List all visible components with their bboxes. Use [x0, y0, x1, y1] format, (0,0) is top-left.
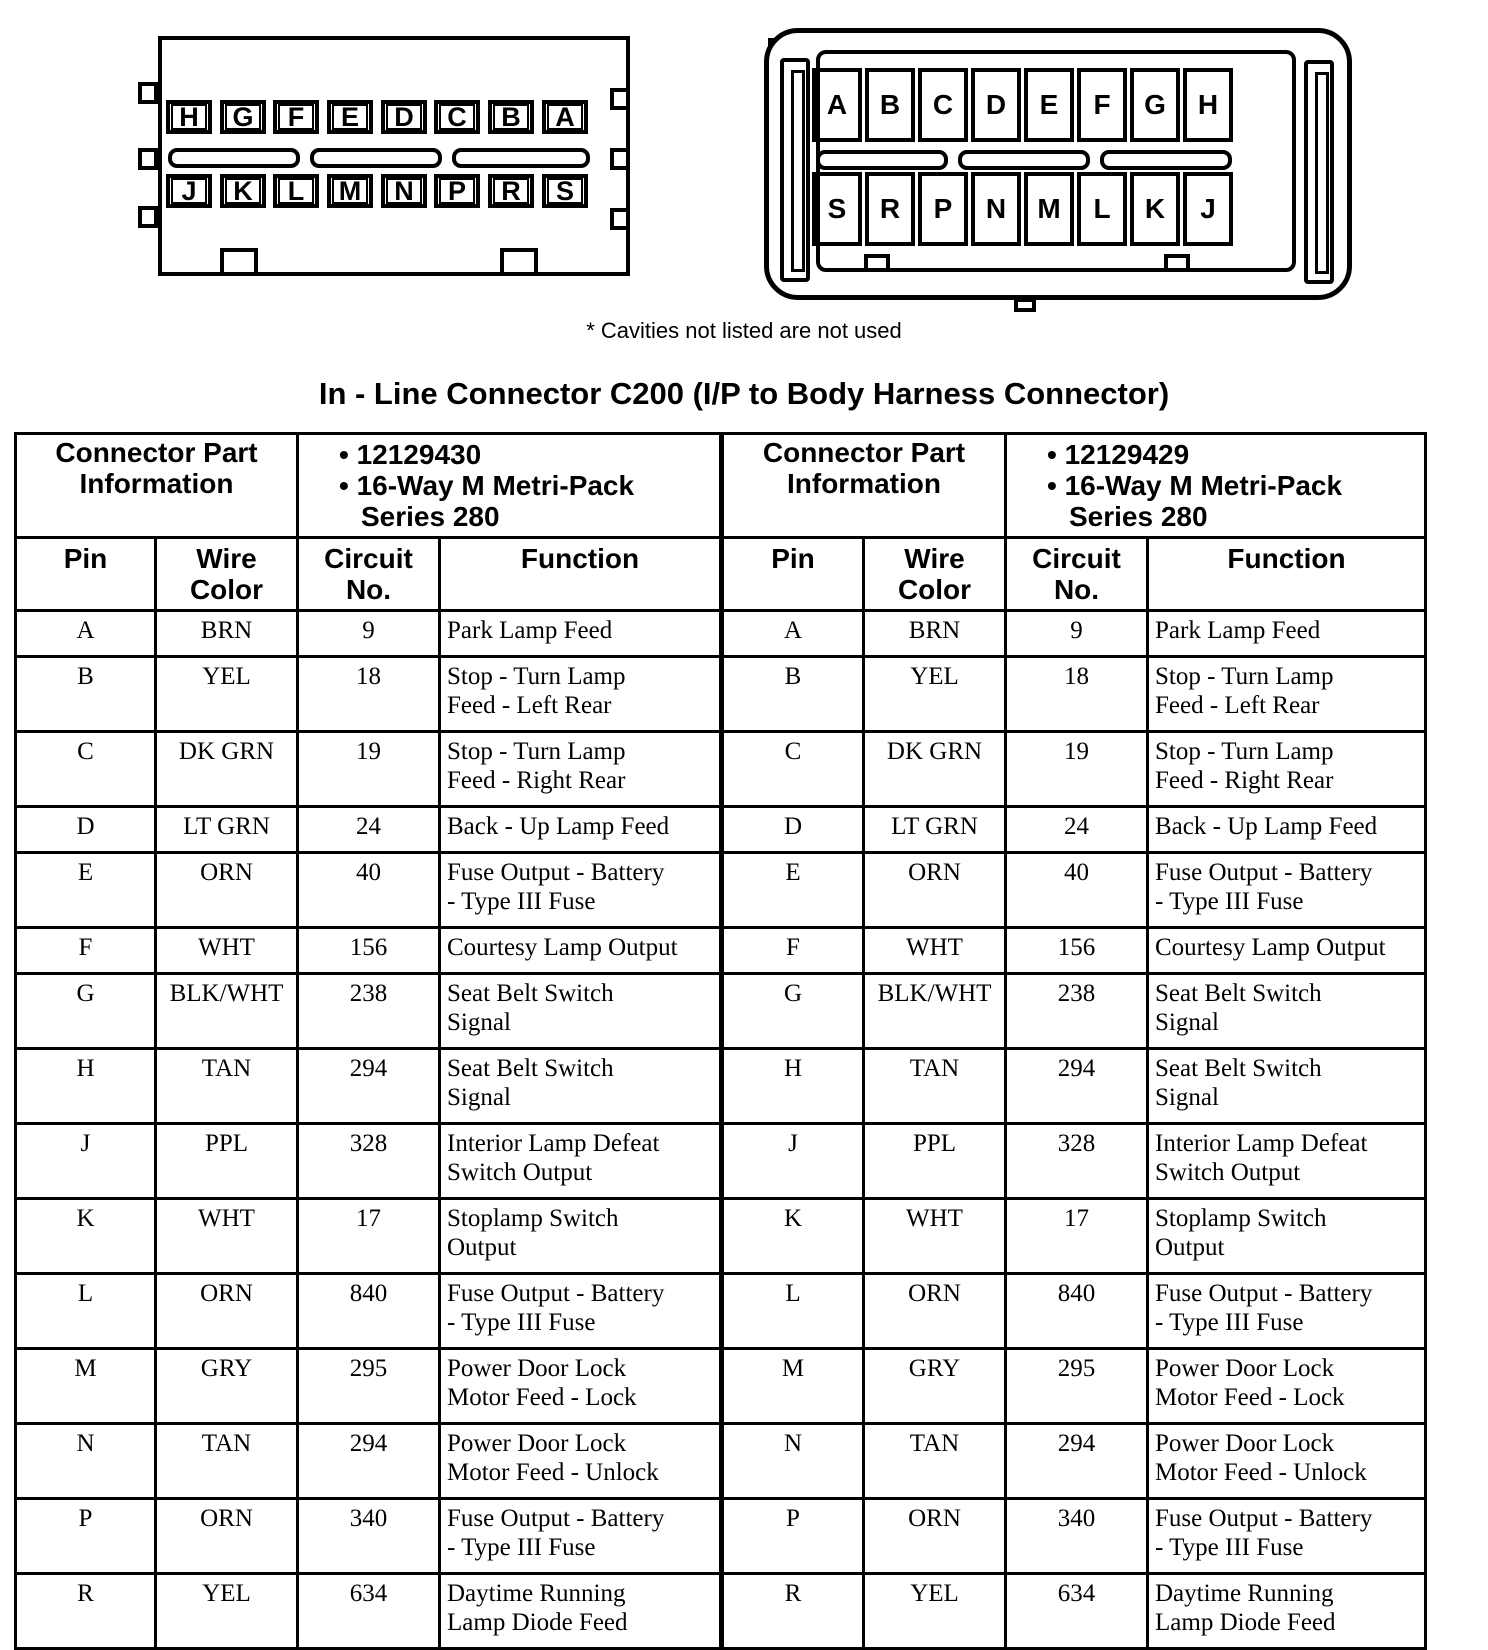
pin-cell: K [722, 1199, 864, 1274]
wire-color-cell: YEL [864, 1574, 1006, 1649]
wire-color-cell: BLK/WHT [156, 974, 298, 1049]
function-line-1: Seat Belt Switch [447, 980, 614, 1007]
left-cavity: P [434, 174, 480, 208]
table-row [16, 1349, 1426, 1424]
pin-cell: E [722, 853, 864, 928]
page-title: In - Line Connector C200 (I/P to Body Harness Connector) [318, 376, 1170, 411]
wire-color-cell: TAN [864, 1424, 1006, 1499]
function-line-1: Fuse Output - Battery [447, 1280, 665, 1307]
table-row [16, 1199, 1426, 1274]
table-row [16, 1274, 1426, 1349]
left-connector-side-tab [138, 206, 158, 228]
circuit-cell: 40 [1006, 853, 1148, 928]
left-connector-bottom-tab-2 [500, 248, 538, 276]
wire-color-cell: YEL [156, 657, 298, 732]
circuit-cell: 634 [298, 1574, 440, 1649]
wire-color-cell: ORN [864, 1274, 1006, 1349]
function-cell [440, 1349, 722, 1424]
right-cavity: L [1077, 172, 1127, 246]
function-line-2: - Type III Fuse [1155, 1309, 1304, 1336]
function-line-2: Feed - Right Rear [1155, 767, 1334, 794]
function-line-1: Park Lamp Feed [447, 617, 613, 644]
function-line-1: Power Door Lock [447, 1430, 627, 1457]
pin-cell: M [16, 1349, 156, 1424]
right-cavity: G [1130, 68, 1180, 142]
right-info-label: Connector Part Information [722, 434, 1006, 538]
circuit-cell: 328 [1006, 1124, 1148, 1199]
function-cell [1148, 1199, 1426, 1274]
right-connector-right-rail [1304, 60, 1334, 284]
function-line-1: Power Door Lock [447, 1355, 627, 1382]
wire-color-cell: ORN [864, 853, 1006, 928]
wire-color-cell: BRN [864, 611, 1006, 657]
col-header-circuit: Circuit No. [298, 538, 440, 611]
wire-color-cell: WHT [156, 1199, 298, 1274]
circuit-cell: 9 [298, 611, 440, 657]
wire-color-cell: TAN [864, 1049, 1006, 1124]
function-line-2: Feed - Right Rear [447, 767, 626, 794]
function-cell [440, 1274, 722, 1349]
function-line-1: Park Lamp Feed [1155, 617, 1321, 644]
right-cavity: B [865, 68, 915, 142]
col-header-function: Function [440, 538, 722, 611]
wire-color-cell: YEL [156, 1574, 298, 1649]
left-connector-side-tab [610, 208, 630, 230]
function-cell [1148, 657, 1426, 732]
function-line-1: Courtesy Lamp Output [447, 934, 678, 961]
pin-cell: N [722, 1424, 864, 1499]
circuit-cell: 294 [1006, 1049, 1148, 1124]
left-connector-side-tab [610, 148, 630, 170]
pin-cell: D [722, 807, 864, 853]
right-cavity: N [971, 172, 1021, 246]
pinout-table [14, 432, 1427, 1650]
left-connector-slot [452, 148, 590, 168]
pin-cell: G [722, 974, 864, 1049]
function-cell [1148, 1499, 1426, 1574]
pin-rows [16, 611, 1426, 1649]
left-cavity: B [488, 100, 534, 134]
function-line-1: Back - Up Lamp Feed [447, 813, 670, 840]
function-cell [1148, 1274, 1426, 1349]
wire-color-cell: GRY [864, 1349, 1006, 1424]
function-cell [1148, 807, 1426, 853]
function-line-2: Signal [1155, 1009, 1219, 1036]
right-part-info: • 12129429 • 16-Way M Metri-Pack Series 280 [1006, 434, 1426, 538]
circuit-cell: 19 [1006, 732, 1148, 807]
function-line-1: Power Door Lock [1155, 1430, 1335, 1457]
col-header-pin: Pin [722, 538, 864, 611]
right-connector-diagram [764, 14, 1360, 314]
function-cell [440, 807, 722, 853]
left-cavity: G [220, 100, 266, 134]
wire-color-cell: TAN [156, 1424, 298, 1499]
right-cavity: S [812, 172, 862, 246]
function-cell [1148, 853, 1426, 928]
table-row [16, 1124, 1426, 1199]
function-line-2: Output [1155, 1234, 1225, 1261]
pin-cell: R [16, 1574, 156, 1649]
function-cell [1148, 1124, 1426, 1199]
left-connector-diagram [138, 22, 644, 284]
function-line-1: Interior Lamp Defeat [447, 1130, 660, 1157]
wire-color-cell: ORN [864, 1499, 1006, 1574]
function-line-1: Fuse Output - Battery [1155, 1280, 1373, 1307]
column-header-row [16, 538, 1426, 611]
function-line-2: Feed - Left Rear [1155, 692, 1320, 719]
right-cavity: M [1024, 172, 1074, 246]
function-cell [440, 1574, 722, 1649]
left-cavity: L [273, 174, 319, 208]
circuit-cell: 294 [298, 1049, 440, 1124]
table-row [16, 1424, 1426, 1499]
function-line-2: - Type III Fuse [447, 1534, 596, 1561]
function-cell [1148, 1424, 1426, 1499]
col-header-function: Function [1148, 538, 1426, 611]
left-cavity: H [166, 100, 212, 134]
function-cell [440, 1199, 722, 1274]
function-line-2: - Type III Fuse [447, 888, 596, 915]
function-cell [440, 1049, 722, 1124]
right-cavity: J [1183, 172, 1233, 246]
function-line-2: Lamp Diode Feed [1155, 1609, 1336, 1636]
circuit-cell: 340 [298, 1499, 440, 1574]
left-cavity: A [542, 100, 588, 134]
wire-color-cell: ORN [156, 1274, 298, 1349]
function-cell [440, 1499, 722, 1574]
wire-color-cell: WHT [864, 928, 1006, 974]
circuit-cell: 156 [1006, 928, 1148, 974]
left-connector-side-tab [138, 82, 158, 104]
pin-cell: L [16, 1274, 156, 1349]
circuit-cell: 18 [1006, 657, 1148, 732]
table-row [16, 853, 1426, 928]
wire-color-cell: WHT [864, 1199, 1006, 1274]
wire-color-cell: PPL [864, 1124, 1006, 1199]
function-line-2: - Type III Fuse [447, 1309, 596, 1336]
pin-cell: C [16, 732, 156, 807]
circuit-cell: 18 [298, 657, 440, 732]
circuit-cell: 238 [298, 974, 440, 1049]
function-line-2: Motor Feed - Lock [1155, 1384, 1345, 1411]
left-connector-slot [168, 148, 300, 168]
function-cell [440, 853, 722, 928]
right-connector-slot [958, 150, 1090, 170]
circuit-cell: 24 [1006, 807, 1148, 853]
function-line-1: Seat Belt Switch [1155, 1055, 1322, 1082]
function-line-2: Output [447, 1234, 517, 1261]
pin-cell: R [722, 1574, 864, 1649]
pin-cell: N [16, 1424, 156, 1499]
right-cavity: P [918, 172, 968, 246]
right-cavity: F [1077, 68, 1127, 142]
circuit-cell: 19 [298, 732, 440, 807]
function-line-1: Interior Lamp Defeat [1155, 1130, 1368, 1157]
col-header-circuit: Circuit No. [1006, 538, 1148, 611]
circuit-cell: 634 [1006, 1574, 1148, 1649]
left-connector-bottom-tab-1 [220, 248, 258, 276]
function-cell [440, 974, 722, 1049]
left-cavity: N [381, 174, 427, 208]
function-line-1: Stoplamp Switch [1155, 1205, 1327, 1232]
function-line-1: Back - Up Lamp Feed [1155, 813, 1378, 840]
right-connector-slot [816, 150, 948, 170]
circuit-cell: 156 [298, 928, 440, 974]
right-cavity: C [918, 68, 968, 142]
col-header-pin: Pin [16, 538, 156, 611]
function-cell [440, 657, 722, 732]
pin-cell: A [16, 611, 156, 657]
pin-cell: D [16, 807, 156, 853]
function-line-2: - Type III Fuse [1155, 1534, 1304, 1561]
function-line-2: Switch Output [1155, 1159, 1301, 1186]
circuit-cell: 294 [1006, 1424, 1148, 1499]
left-cavity: K [220, 174, 266, 208]
right-connector-left-rail [780, 58, 810, 282]
function-line-1: Fuse Output - Battery [447, 1505, 665, 1532]
left-cavity: D [381, 100, 427, 134]
function-line-1: Courtesy Lamp Output [1155, 934, 1386, 961]
function-cell [1148, 974, 1426, 1049]
circuit-cell: 328 [298, 1124, 440, 1199]
wire-color-cell: LT GRN [156, 807, 298, 853]
circuit-cell: 17 [298, 1199, 440, 1274]
right-cavity: D [971, 68, 1021, 142]
function-cell [1148, 611, 1426, 657]
function-line-1: Power Door Lock [1155, 1355, 1335, 1382]
left-connector-side-tab [138, 148, 158, 170]
left-cavity: M [327, 174, 373, 208]
pin-cell: B [16, 657, 156, 732]
left-cavity: C [434, 100, 480, 134]
function-line-2: Lamp Diode Feed [447, 1609, 628, 1636]
function-cell [440, 732, 722, 807]
right-cavity: R [865, 172, 915, 246]
function-line-1: Stop - Turn Lamp [1155, 663, 1334, 690]
function-cell [1148, 1349, 1426, 1424]
function-cell [440, 928, 722, 974]
table-row [16, 1574, 1426, 1649]
table-row [16, 807, 1426, 853]
function-cell [440, 611, 722, 657]
wire-color-cell: DK GRN [156, 732, 298, 807]
table-row [16, 1049, 1426, 1124]
connector-info-row [16, 434, 1426, 538]
pin-cell: P [16, 1499, 156, 1574]
col-header-wire-color: Wire Color [156, 538, 298, 611]
function-line-1: Seat Belt Switch [1155, 980, 1322, 1007]
circuit-cell: 840 [298, 1274, 440, 1349]
wire-color-cell: LT GRN [864, 807, 1006, 853]
circuit-cell: 17 [1006, 1199, 1148, 1274]
left-cavity: R [488, 174, 534, 208]
pin-cell: F [722, 928, 864, 974]
circuit-cell: 840 [1006, 1274, 1148, 1349]
function-line-1: Stop - Turn Lamp [1155, 738, 1334, 765]
right-cavity: E [1024, 68, 1074, 142]
circuit-cell: 295 [1006, 1349, 1148, 1424]
pin-cell: J [722, 1124, 864, 1199]
function-line-1: Daytime Running [1155, 1580, 1334, 1607]
function-line-2: Feed - Left Rear [447, 692, 612, 719]
circuit-cell: 40 [298, 853, 440, 928]
table-row [16, 928, 1426, 974]
pin-cell: P [722, 1499, 864, 1574]
table-row [16, 974, 1426, 1049]
pin-cell: F [16, 928, 156, 974]
wire-color-cell: DK GRN [864, 732, 1006, 807]
wire-color-cell: BLK/WHT [864, 974, 1006, 1049]
pin-cell: K [16, 1199, 156, 1274]
circuit-cell: 340 [1006, 1499, 1148, 1574]
left-cavity: E [327, 100, 373, 134]
col-header-wire-color: Wire Color [864, 538, 1006, 611]
pin-cell: J [16, 1124, 156, 1199]
right-cavity: A [812, 68, 862, 142]
right-connector-bottom-tab [864, 254, 890, 272]
function-line-1: Fuse Output - Battery [1155, 859, 1373, 886]
wire-color-cell: GRY [156, 1349, 298, 1424]
left-cavity: S [542, 174, 588, 208]
right-connector-slot [1100, 150, 1232, 170]
function-line-2: Signal [447, 1009, 511, 1036]
left-connector-side-tab [610, 88, 630, 110]
table-row [16, 611, 1426, 657]
left-cavity: J [166, 174, 212, 208]
function-line-2: - Type III Fuse [1155, 888, 1304, 915]
function-line-1: Seat Belt Switch [447, 1055, 614, 1082]
function-cell [440, 1124, 722, 1199]
function-cell [1148, 1049, 1426, 1124]
wire-color-cell: BRN [156, 611, 298, 657]
pin-cell: E [16, 853, 156, 928]
wire-color-cell: ORN [156, 853, 298, 928]
right-connector-bottom-tab [1164, 254, 1190, 272]
function-cell [1148, 732, 1426, 807]
left-info-label: Connector Part Information [16, 434, 298, 538]
function-line-2: Signal [1155, 1084, 1219, 1111]
pin-cell: B [722, 657, 864, 732]
function-line-1: Fuse Output - Battery [447, 859, 665, 886]
circuit-cell: 295 [298, 1349, 440, 1424]
table-row [16, 1499, 1426, 1574]
right-cavity: K [1130, 172, 1180, 246]
function-cell [1148, 1574, 1426, 1649]
pin-cell: M [722, 1349, 864, 1424]
function-cell [440, 1424, 722, 1499]
pin-cell: G [16, 974, 156, 1049]
function-line-2: Motor Feed - Unlock [1155, 1459, 1367, 1486]
pin-cell: H [722, 1049, 864, 1124]
circuit-cell: 238 [1006, 974, 1148, 1049]
pin-cell: C [722, 732, 864, 807]
circuit-cell: 9 [1006, 611, 1148, 657]
function-line-2: Signal [447, 1084, 511, 1111]
function-line-1: Daytime Running [447, 1580, 626, 1607]
function-line-2: Switch Output [447, 1159, 593, 1186]
pin-cell: L [722, 1274, 864, 1349]
wire-color-cell: ORN [156, 1499, 298, 1574]
right-cavity: H [1183, 68, 1233, 142]
table-row [16, 732, 1426, 807]
circuit-cell: 294 [298, 1424, 440, 1499]
circuit-cell: 24 [298, 807, 440, 853]
table-row [16, 657, 1426, 732]
function-line-1: Stop - Turn Lamp [447, 663, 626, 690]
pin-cell: A [722, 611, 864, 657]
function-line-1: Stoplamp Switch [447, 1205, 619, 1232]
right-connector-bottom-tab [1014, 298, 1036, 312]
left-connector-slot [310, 148, 442, 168]
function-line-2: Motor Feed - Lock [447, 1384, 637, 1411]
function-cell [1148, 928, 1426, 974]
function-line-2: Motor Feed - Unlock [447, 1459, 659, 1486]
cavity-note: * Cavities not listed are not used [586, 318, 902, 343]
function-line-1: Fuse Output - Battery [1155, 1505, 1373, 1532]
wire-color-cell: YEL [864, 657, 1006, 732]
left-part-info: • 12129430 • 16-Way M Metri-Pack Series 280 [298, 434, 722, 538]
wire-color-cell: WHT [156, 928, 298, 974]
function-line-1: Stop - Turn Lamp [447, 738, 626, 765]
pin-cell: H [16, 1049, 156, 1124]
wire-color-cell: TAN [156, 1049, 298, 1124]
left-cavity: F [273, 100, 319, 134]
wire-color-cell: PPL [156, 1124, 298, 1199]
